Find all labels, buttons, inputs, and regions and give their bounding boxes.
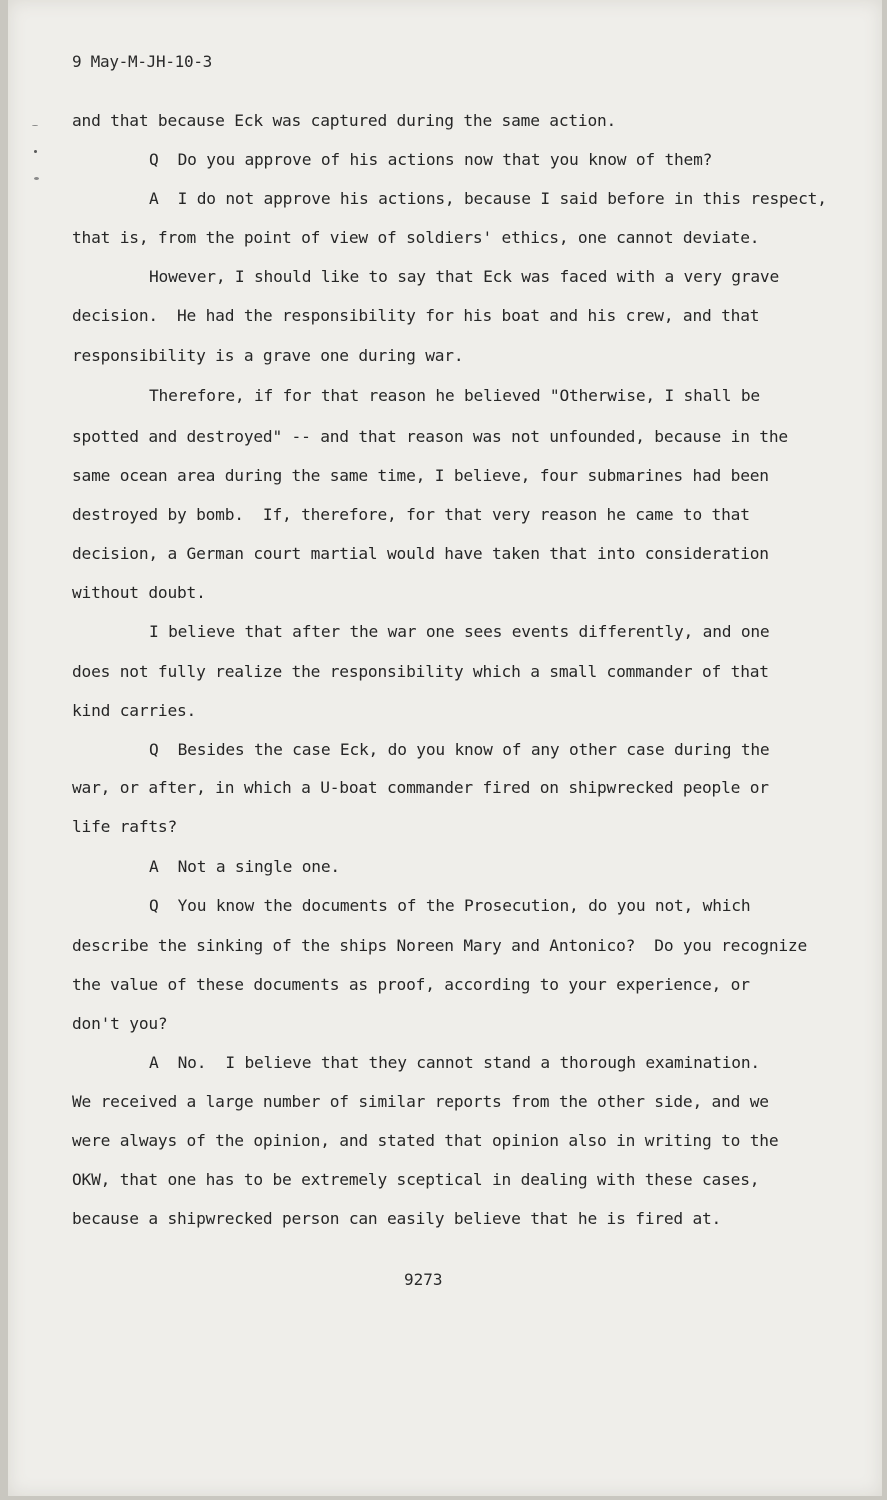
page-number: 9273: [404, 1270, 443, 1289]
text-line: decision, a German court martial would have taken that into consideration: [72, 544, 769, 563]
text-line: spotted and destroyed" -- and that reason was not unfounded, because in the: [72, 427, 788, 446]
page-header: 9 May-M-JH-10-3: [72, 52, 212, 71]
margin-mark: [32, 125, 38, 126]
text-line: life rafts?: [72, 817, 178, 836]
text-line: that is, from the point of view of soldiers' ethics, one cannot deviate.: [72, 228, 760, 247]
margin-mark: [34, 177, 39, 180]
text-line: A Not a single one.: [149, 857, 340, 876]
text-line: describe the sinking of the ships Noreen Mary and Antonico? Do you recognize: [72, 936, 808, 955]
text-line: without doubt.: [72, 583, 206, 602]
text-line: A I do not approve his actions, because I said before in this respect,: [149, 189, 827, 208]
text-line: Q Besides the case Eck, do you know of any other case during the: [149, 740, 770, 759]
text-line: kind carries.: [72, 701, 197, 720]
text-line: because a shipwrecked person can easily believe that he is fired at.: [72, 1209, 722, 1228]
text-line: does not fully realize the responsibility which a small commander of that: [72, 662, 769, 681]
text-line: A No. I believe that they cannot stand a thorough examination.: [149, 1053, 760, 1072]
text-line: the value of these documents as proof, according to your experience, or: [72, 975, 750, 994]
text-line: don't you?: [72, 1014, 168, 1033]
text-line: destroyed by bomb. If, therefore, for that very reason he came to that: [72, 505, 750, 524]
text-line: responsibility is a grave one during war.: [72, 346, 464, 365]
text-line: were always of the opinion, and stated that opinion also in writing to the: [72, 1131, 779, 1150]
text-line: Q You know the documents of the Prosecution, do you not, which: [149, 896, 751, 915]
text-line: We received a large number of similar reports from the other side, and we: [72, 1092, 769, 1111]
text-line: I believe that after the war one sees events differently, and one: [149, 622, 770, 641]
margin-mark: [34, 150, 37, 153]
text-line: Q Do you approve of his actions now that you know of them?: [149, 150, 713, 169]
text-line: war, or after, in which a U-boat commander fired on shipwrecked people or: [72, 778, 769, 797]
text-line: decision. He had the responsibility for his boat and his crew, and that: [72, 306, 760, 325]
text-line: and that because Eck was captured during the same action.: [72, 111, 617, 130]
text-line: OKW, that one has to be extremely sceptical in dealing with these cases,: [72, 1170, 760, 1189]
text-line: Therefore, if for that reason he believed "Otherwise, I shall be: [149, 386, 760, 405]
text-line: However, I should like to say that Eck was faced with a very grave: [149, 267, 780, 286]
text-line: same ocean area during the same time, I believe, four submarines had been: [72, 466, 769, 485]
